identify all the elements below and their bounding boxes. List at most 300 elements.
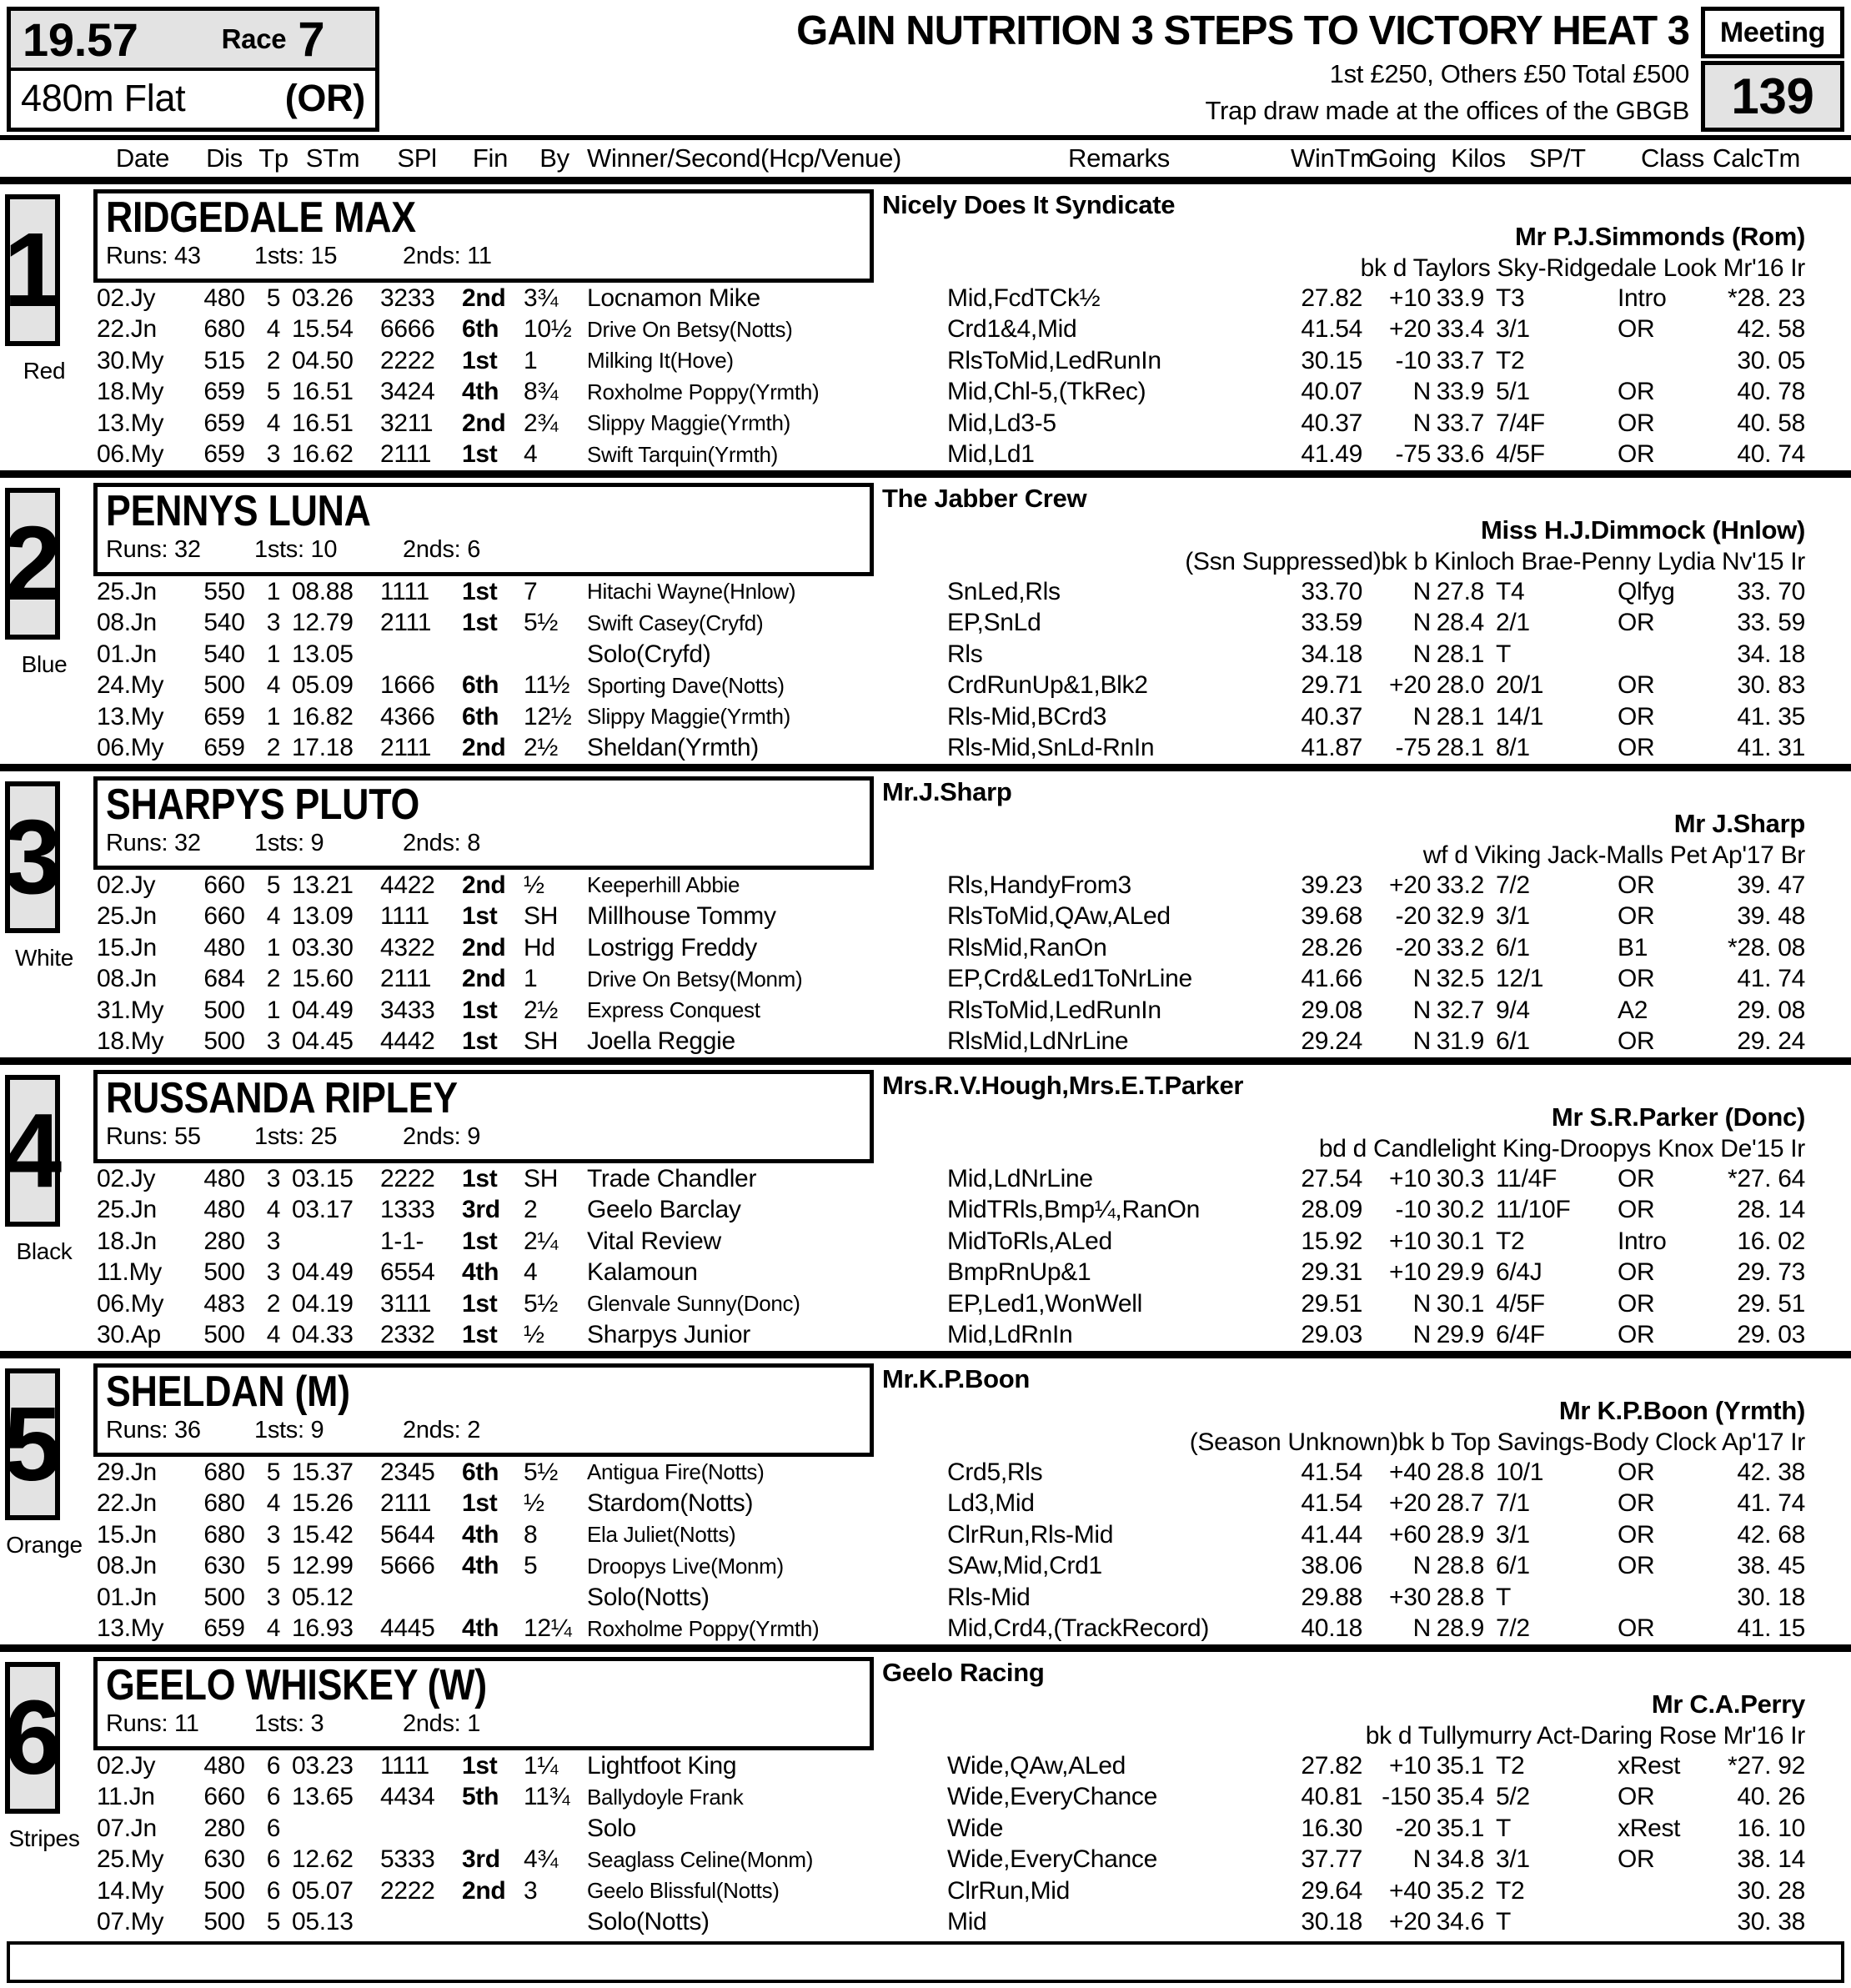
cell-cls: OR xyxy=(1618,1845,1655,1874)
form-row xyxy=(93,1488,1851,1520)
cell-going: +30 xyxy=(1389,1583,1431,1611)
dog-section xyxy=(0,177,1851,470)
form-rows xyxy=(93,576,1851,764)
dog-name: RIDGEDALE MAX xyxy=(106,193,416,242)
cell-dis: 500 xyxy=(203,1258,245,1287)
cell-sp: 3/1 xyxy=(1496,902,1530,931)
cell-kilos: 33.9 xyxy=(1436,284,1484,312)
cell-winner: Sheldan(Yrmth) xyxy=(587,734,759,762)
trainer-name: Mr P.J.Simmonds (Rom) xyxy=(1515,222,1805,251)
cell-spl: 5666 xyxy=(380,1552,435,1580)
cell-cls: OR xyxy=(1618,1164,1655,1192)
cell-calctm: 40. 74 xyxy=(1737,440,1805,469)
cell-tp: 3 xyxy=(266,1164,281,1192)
cell-date: 25.My xyxy=(97,1845,164,1874)
cell-remarks: BmpRnUp&1 xyxy=(947,1258,1091,1287)
cell-calctm: 41. 35 xyxy=(1737,702,1805,730)
cell-fin: 2nd xyxy=(462,409,506,437)
cell-winner: Stardom(Notts) xyxy=(587,1489,754,1518)
cell-dis: 480 xyxy=(203,1751,245,1780)
dog-header xyxy=(0,771,1851,870)
dog-seconds: 2nds: 8 xyxy=(403,830,481,856)
col-fin: Fin xyxy=(472,143,509,173)
cell-winner: Solo(Notts) xyxy=(587,1908,710,1936)
cell-remarks: ClrRun,Rls-Mid xyxy=(947,1520,1114,1549)
cell-winner: Milking It(Hove) xyxy=(587,348,734,374)
dog-section xyxy=(0,1351,1851,1644)
trap-number: 4 xyxy=(3,1092,62,1209)
cell-sp: 2/1 xyxy=(1496,609,1530,637)
cell-going: N xyxy=(1412,1845,1431,1874)
cell-stm: 13.09 xyxy=(292,902,354,931)
cell-dis: 659 xyxy=(203,440,245,469)
form-row xyxy=(93,1813,1851,1845)
cell-cls: OR xyxy=(1618,1520,1655,1549)
cell-sp: T2 xyxy=(1496,1751,1525,1780)
cell-stm: 15.42 xyxy=(292,1520,354,1549)
cell-tp: 2 xyxy=(266,346,281,374)
cell-by: 2½ xyxy=(524,734,559,762)
cell-winner: Geelo Blissful(Notts) xyxy=(587,1878,780,1904)
owner-name: Nicely Does It Syndicate xyxy=(882,190,1176,219)
form-row xyxy=(93,995,1851,1027)
dog-header xyxy=(0,1358,1851,1457)
dog-name: RUSSANDA RIPLEY xyxy=(106,1074,458,1122)
cell-calctm: 42. 68 xyxy=(1737,1520,1805,1549)
form-row xyxy=(93,1288,1851,1320)
cell-by: SH xyxy=(524,902,559,931)
cell-going: +10 xyxy=(1389,1751,1431,1780)
cell-cls: OR xyxy=(1618,378,1655,406)
cell-winner: Lightfoot King xyxy=(587,1751,737,1780)
cell-date: 22.Jn xyxy=(97,1489,157,1518)
cell-winner: Slippy Maggie(Yrmth) xyxy=(587,410,790,436)
cell-fin: 6th xyxy=(462,315,499,344)
cell-fin: 4th xyxy=(462,1552,499,1580)
cell-going: N xyxy=(1412,1027,1431,1056)
cell-by: 11¾ xyxy=(524,1783,570,1811)
cell-by: 7 xyxy=(524,577,538,605)
cell-remarks: RlsToMid,LedRunIn xyxy=(947,996,1161,1024)
dog-section xyxy=(0,1057,1851,1351)
cell-fin: 5th xyxy=(462,1783,499,1811)
cell-dis: 660 xyxy=(203,1783,245,1811)
trainer-name: Mr S.R.Parker (Donc) xyxy=(1551,1102,1805,1132)
cell-wintm: 37.77 xyxy=(1301,1845,1362,1874)
cell-wintm: 29.51 xyxy=(1301,1289,1362,1318)
cell-fin: 1st xyxy=(462,1027,498,1056)
dog-runs: Runs: 11 xyxy=(106,1710,199,1737)
cell-fin: 1st xyxy=(462,996,498,1024)
cell-winner: Ballydoyle Frank xyxy=(587,1784,744,1810)
cell-date: 18.My xyxy=(97,1027,164,1056)
cell-stm: 16.93 xyxy=(292,1614,354,1643)
dog-name-box xyxy=(93,1363,874,1457)
dog-section xyxy=(0,1644,1851,1938)
cell-date: 08.Jn xyxy=(97,609,157,637)
cell-by: 12½ xyxy=(524,702,572,730)
cell-remarks: MidToRls,ALed xyxy=(947,1227,1112,1255)
cell-tp: 3 xyxy=(266,1583,281,1611)
cell-cls: OR xyxy=(1618,734,1655,762)
cell-calctm: 29. 08 xyxy=(1737,996,1805,1024)
cell-winner: Solo xyxy=(587,1814,636,1842)
cell-date: 24.My xyxy=(97,671,164,700)
cell-remarks: Wide,QAw,ALed xyxy=(947,1751,1126,1780)
cell-wintm: 30.15 xyxy=(1301,346,1362,374)
cell-cls: OR xyxy=(1618,1552,1655,1580)
trainer-name: Miss H.J.Dimmock (Hnlow) xyxy=(1481,515,1805,545)
cell-date: 11.My xyxy=(97,1258,162,1287)
cell-dis: 480 xyxy=(203,1196,245,1224)
cell-stm: 15.54 xyxy=(292,315,354,344)
cell-stm: 13.21 xyxy=(292,871,354,899)
form-row xyxy=(93,964,1851,996)
trap-number-box xyxy=(5,194,60,346)
cell-fin: 3rd xyxy=(462,1845,500,1874)
cell-dis: 550 xyxy=(203,577,245,605)
cell-sp: T2 xyxy=(1496,1227,1525,1255)
cell-stm: 15.26 xyxy=(292,1489,354,1518)
cell-winner: Solo(Cryfd) xyxy=(587,640,711,668)
dog-firsts: 1sts: 25 xyxy=(254,1123,338,1150)
form-row xyxy=(93,1782,1851,1814)
cell-sp: 7/4F xyxy=(1496,409,1545,437)
cell-by: ½ xyxy=(524,1489,544,1518)
cell-calctm: 40. 78 xyxy=(1737,378,1805,406)
cell-winner: Locnamon Mike xyxy=(587,284,760,312)
cell-dis: 280 xyxy=(203,1227,245,1255)
cell-dis: 659 xyxy=(203,1614,245,1643)
cell-dis: 680 xyxy=(203,1458,245,1486)
dog-firsts: 1sts: 10 xyxy=(254,536,338,563)
cell-remarks: Rls xyxy=(947,640,983,668)
cell-tp: 3 xyxy=(266,1027,281,1056)
trap-number-box xyxy=(5,781,60,933)
cell-by: SH xyxy=(524,1027,559,1056)
cell-wintm: 38.06 xyxy=(1301,1552,1362,1580)
cell-sp: T xyxy=(1496,640,1512,668)
trap-number-box xyxy=(5,1662,60,1814)
cell-date: 25.Jn xyxy=(97,902,157,931)
col-tp: Tp xyxy=(258,143,288,173)
trap-color-label: Blue xyxy=(21,651,68,677)
breeding-line: (Ssn Suppressed)bk b Kinloch Brae-Penny Lydia Nv'15 Ir xyxy=(1185,548,1805,575)
dog-name-box xyxy=(93,189,874,283)
cell-date: 08.Jn xyxy=(97,1552,157,1580)
cell-winner: Antigua Fire(Notts) xyxy=(587,1459,765,1485)
cell-winner: Solo(Notts) xyxy=(587,1583,710,1611)
cell-spl: 3211 xyxy=(380,409,434,437)
breeding-line: bk d Taylors Sky-Ridgedale Look Mr'16 Ir xyxy=(1360,254,1805,282)
cell-wintm: 39.23 xyxy=(1301,871,1362,899)
cell-by: 1 xyxy=(524,965,538,993)
cell-fin: 4th xyxy=(462,378,499,406)
form-row xyxy=(93,901,1851,933)
trap-number: 6 xyxy=(3,1679,62,1796)
cell-kilos: 33.7 xyxy=(1436,346,1484,374)
cell-dis: 659 xyxy=(203,409,245,437)
cell-remarks: EP,Crd&Led1ToNrLine xyxy=(947,965,1192,993)
cell-spl: 4445 xyxy=(380,1614,435,1643)
form-row xyxy=(93,1226,1851,1258)
cell-spl: 1111 xyxy=(380,902,429,931)
cell-date: 30.My xyxy=(97,346,164,374)
cell-dis: 630 xyxy=(203,1552,245,1580)
cell-sp: 5/2 xyxy=(1496,1783,1530,1811)
cell-kilos: 30.1 xyxy=(1436,1289,1484,1318)
cell-remarks: Crd5,Rls xyxy=(947,1458,1043,1486)
cell-cls: OR xyxy=(1618,1258,1655,1287)
cell-calctm: 42. 38 xyxy=(1737,1458,1805,1486)
race-time-row xyxy=(11,11,375,71)
cell-spl: 2222 xyxy=(380,346,435,374)
cell-sp: 6/4F xyxy=(1496,1321,1545,1349)
cell-spl: 2111 xyxy=(380,609,432,637)
cell-cls: OR xyxy=(1618,1783,1655,1811)
cell-tp: 3 xyxy=(266,1258,281,1287)
trap-draw-note: Trap draw made at the offices of the GBGB xyxy=(1205,96,1689,125)
cell-calctm: 30. 18 xyxy=(1737,1583,1805,1611)
cell-date: 02.Jy xyxy=(97,871,156,899)
cell-stm: 08.88 xyxy=(292,577,354,605)
cell-wintm: 29.88 xyxy=(1301,1583,1362,1611)
trap-number: 1 xyxy=(3,211,62,329)
cell-date: 06.My xyxy=(97,440,164,469)
cell-cls: Intro xyxy=(1618,284,1667,312)
cell-cls: OR xyxy=(1618,1289,1655,1318)
cell-wintm: 41.54 xyxy=(1301,1489,1362,1518)
cell-fin: 1st xyxy=(462,1489,498,1518)
cell-by: 12¼ xyxy=(524,1614,572,1643)
form-row xyxy=(93,1519,1851,1551)
form-row xyxy=(93,1163,1851,1195)
cell-date: 06.My xyxy=(97,1289,164,1318)
cell-fin: 2nd xyxy=(462,1876,506,1905)
dog-runs: Runs: 32 xyxy=(106,536,201,563)
cell-date: 25.Jn xyxy=(97,577,157,605)
cell-remarks: Mid,Ld3-5 xyxy=(947,409,1056,437)
cell-sp: 9/4 xyxy=(1496,996,1530,1024)
meeting-label: Meeting xyxy=(1701,7,1844,58)
cell-wintm: 41.54 xyxy=(1301,1458,1362,1486)
cell-kilos: 28.1 xyxy=(1436,702,1484,730)
cell-tp: 5 xyxy=(266,871,281,899)
cell-spl: 4442 xyxy=(380,1027,435,1056)
cell-spl: 2332 xyxy=(380,1321,435,1349)
cell-sp: T2 xyxy=(1496,1876,1525,1905)
cell-going: +40 xyxy=(1389,1458,1431,1486)
cell-calctm: *27. 64 xyxy=(1728,1164,1805,1192)
cell-spl: 6666 xyxy=(380,315,435,344)
footer-box xyxy=(7,1941,1844,1983)
cell-by: 10½ xyxy=(524,315,572,344)
cell-sp: T2 xyxy=(1496,346,1525,374)
trap-number: 2 xyxy=(3,505,62,622)
cell-calctm: 41. 31 xyxy=(1737,734,1805,762)
dog-runs: Runs: 36 xyxy=(106,1417,201,1443)
cell-wintm: 40.37 xyxy=(1301,409,1362,437)
cell-going: -20 xyxy=(1395,933,1431,961)
cell-winner: Swift Casey(Cryfd) xyxy=(587,610,764,635)
cell-kilos: 32.5 xyxy=(1436,965,1484,993)
race-grade: (OR) xyxy=(284,76,365,119)
cell-date: 01.Jn xyxy=(97,640,157,668)
cell-stm: 12.99 xyxy=(292,1552,354,1580)
trap-color-label: White xyxy=(14,945,74,971)
cell-winner: Hitachi Wayne(Hnlow) xyxy=(587,579,796,605)
race-number: 7 xyxy=(298,12,325,67)
cell-date: 30.Ap xyxy=(97,1321,161,1349)
cell-going: +10 xyxy=(1389,284,1431,312)
cell-going: N xyxy=(1412,965,1431,993)
cell-winner: Keeperhill Abbie xyxy=(587,872,740,898)
cell-fin: 3rd xyxy=(462,1196,500,1224)
cell-kilos: 31.9 xyxy=(1436,1027,1484,1056)
cell-cls: xRest xyxy=(1618,1751,1681,1780)
form-rows xyxy=(93,1750,1851,1938)
cell-date: 07.Jn xyxy=(97,1814,157,1842)
cell-date: 13.My xyxy=(97,409,164,437)
cell-dis: 680 xyxy=(203,315,245,344)
meeting-box xyxy=(1701,7,1844,132)
cell-by: SH xyxy=(524,1164,559,1192)
cell-fin: 6th xyxy=(462,671,499,700)
cell-sp: T xyxy=(1496,1583,1512,1611)
cell-remarks: Rls-Mid,BCrd3 xyxy=(947,702,1107,730)
cell-spl: 1333 xyxy=(380,1196,435,1224)
dog-name: PENNYS LUNA xyxy=(106,487,371,535)
cell-cls: OR xyxy=(1618,1458,1655,1486)
form-row xyxy=(93,345,1851,377)
cell-dis: 630 xyxy=(203,1845,245,1874)
cell-spl: 3424 xyxy=(380,378,435,406)
owner-name: The Jabber Crew xyxy=(882,484,1087,513)
cell-calctm: 30. 05 xyxy=(1737,346,1805,374)
cell-going: -75 xyxy=(1395,734,1431,762)
cell-by: 8 xyxy=(524,1520,538,1549)
race-title: GAIN NUTRITION 3 STEPS TO VICTORY HEAT 3 xyxy=(796,8,1689,53)
cell-cls: OR xyxy=(1618,1321,1655,1349)
cell-sp: T3 xyxy=(1496,284,1525,312)
cell-going: +40 xyxy=(1389,1876,1431,1905)
cell-fin: 1st xyxy=(462,1227,498,1255)
cell-wintm: 29.24 xyxy=(1301,1027,1362,1056)
cell-dis: 680 xyxy=(203,1489,245,1518)
cell-going: -20 xyxy=(1395,1814,1431,1842)
cell-remarks: Mid,FcdTCk½ xyxy=(947,284,1101,312)
cell-kilos: 34.8 xyxy=(1436,1845,1484,1874)
form-row xyxy=(93,1195,1851,1227)
cell-dis: 660 xyxy=(203,871,245,899)
cell-sp: 7/2 xyxy=(1496,1614,1530,1643)
cell-going: +10 xyxy=(1389,1164,1431,1192)
cell-stm: 13.65 xyxy=(292,1783,354,1811)
cell-tp: 6 xyxy=(266,1845,281,1874)
cell-wintm: 15.92 xyxy=(1301,1227,1362,1255)
cell-wintm: 40.37 xyxy=(1301,702,1362,730)
cell-wintm: 34.18 xyxy=(1301,640,1362,668)
cell-winner: Kalamoun xyxy=(587,1258,698,1287)
cell-kilos: 29.9 xyxy=(1436,1321,1484,1349)
col-wintm: WinTm xyxy=(1291,143,1372,173)
dog-section xyxy=(0,470,1851,764)
cell-winner: Roxholme Poppy(Yrmth) xyxy=(587,1615,820,1641)
cell-stm: 17.18 xyxy=(292,734,354,762)
cell-cls: Intro xyxy=(1618,1227,1667,1255)
cell-date: 25.Jn xyxy=(97,1196,157,1224)
cell-fin: 1st xyxy=(462,609,498,637)
race-info-box xyxy=(7,7,379,132)
cell-sp: 6/4J xyxy=(1496,1258,1542,1287)
cell-remarks: SAw,Mid,Crd1 xyxy=(947,1552,1102,1580)
form-row xyxy=(93,1907,1851,1939)
cell-remarks: RlsMid,RanOn xyxy=(947,933,1107,961)
cell-date: 29.Jn xyxy=(97,1458,157,1486)
cell-remarks: EP,SnLd xyxy=(947,609,1041,637)
cell-remarks: Ld3,Mid xyxy=(947,1489,1035,1518)
form-row xyxy=(93,1551,1851,1583)
cell-dis: 540 xyxy=(203,640,245,668)
cell-date: 02.Jy xyxy=(97,284,156,312)
cell-kilos: 28.9 xyxy=(1436,1520,1484,1549)
dog-header xyxy=(0,184,1851,283)
cell-winner: Geelo Barclay xyxy=(587,1196,741,1224)
form-rows xyxy=(93,283,1851,470)
cell-tp: 4 xyxy=(266,1321,281,1349)
cell-going: N xyxy=(1412,1552,1431,1580)
race-distance-row xyxy=(11,71,375,125)
cell-spl: 3111 xyxy=(380,1289,432,1318)
cell-wintm: 28.09 xyxy=(1301,1196,1362,1224)
cell-kilos: 35.2 xyxy=(1436,1876,1484,1905)
cell-stm: 12.62 xyxy=(292,1845,354,1874)
cell-cls: OR xyxy=(1618,1489,1655,1518)
cell-remarks: Mid,Crd4,(TrackRecord) xyxy=(947,1614,1210,1643)
cell-spl: 2111 xyxy=(380,734,432,762)
cell-kilos: 28.0 xyxy=(1436,671,1484,700)
form-row xyxy=(93,1750,1851,1782)
cell-spl: 3433 xyxy=(380,996,435,1024)
cell-spl: 5333 xyxy=(380,1845,435,1874)
cell-fin: 2nd xyxy=(462,871,506,899)
cell-wintm: 40.81 xyxy=(1301,1783,1362,1811)
cell-remarks: Crd1&4,Mid xyxy=(947,315,1077,344)
cell-going: -10 xyxy=(1395,346,1431,374)
cell-wintm: 33.59 xyxy=(1301,609,1362,637)
cell-kilos: 33.2 xyxy=(1436,871,1484,899)
cell-remarks: Mid,Chl-5,(TkRec) xyxy=(947,378,1146,406)
cell-dis: 659 xyxy=(203,734,245,762)
cell-cls: OR xyxy=(1618,1027,1655,1056)
form-row xyxy=(93,1320,1851,1352)
cell-fin: 1st xyxy=(462,1289,498,1318)
cell-wintm: 41.49 xyxy=(1301,440,1362,469)
cell-winner: Lostrigg Freddy xyxy=(587,933,757,961)
cell-remarks: EP,Led1,WonWell xyxy=(947,1289,1142,1318)
cell-by: 2½ xyxy=(524,996,559,1024)
cell-going: +20 xyxy=(1389,1489,1431,1518)
owner-name: Geelo Racing xyxy=(882,1658,1045,1687)
cell-wintm: 27.82 xyxy=(1301,1751,1362,1780)
col-kilos: Kilos xyxy=(1451,143,1506,173)
dog-firsts: 1sts: 3 xyxy=(254,1710,324,1737)
cell-date: 02.Jy xyxy=(97,1164,156,1192)
cell-remarks: Mid,LdRnIn xyxy=(947,1321,1073,1349)
dog-seconds: 2nds: 6 xyxy=(403,536,481,563)
col-dis: Dis xyxy=(206,143,243,173)
cell-fin: 1st xyxy=(462,1321,498,1349)
